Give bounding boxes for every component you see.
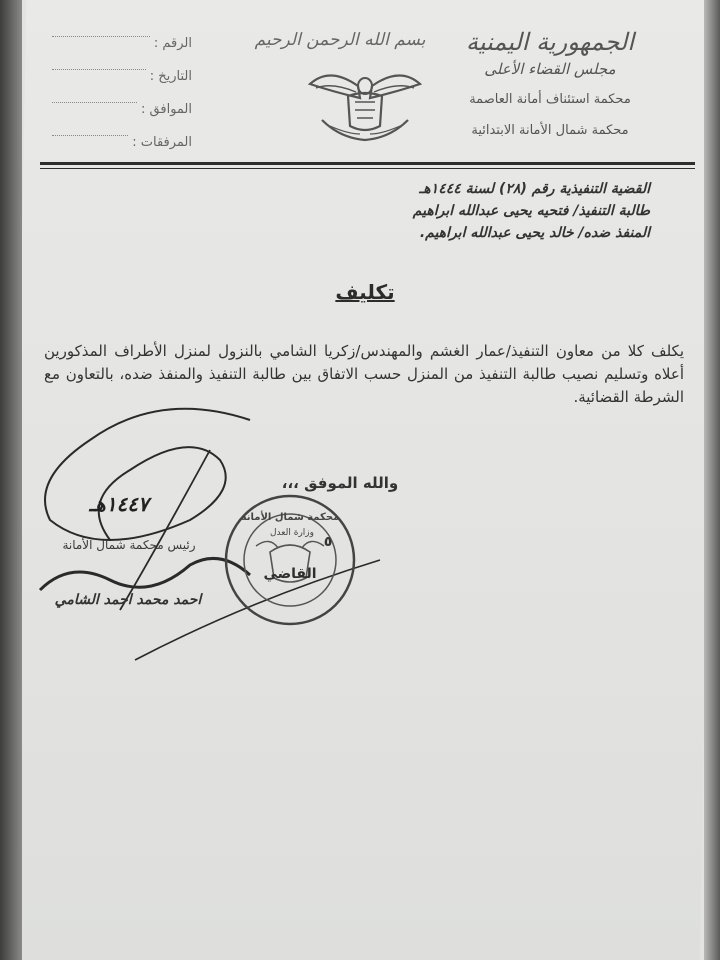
- field-number: [52, 36, 192, 69]
- stamp-bottom-text: القاضي: [263, 566, 317, 582]
- field-dots: [52, 102, 137, 103]
- applicant: طالبة التنفيذ/ فتحيه يحيى عبدالله ابراهيم: [412, 203, 650, 219]
- respondent: المنفذ ضده/ خالد يحيى عبدالله ابراهيم.: [419, 225, 650, 241]
- field-dots: [52, 135, 128, 136]
- case-number: القضية التنفيذية رقم (٢٨) لسنة ١٤٤٤هـ: [419, 181, 650, 197]
- case-info: [130, 178, 650, 244]
- body-text: يكلف كلا من معاون التنفيذ/عمار الغشم والمهندس/زكريا الشامي بالنزول لمنزل الأطراف المذكورين أعلاه وتسليم نصيب طالبة التنفيذ من المنزل حسب الاتفاق بين طالبة التنفيذ والمنفذ ضده، بالتعاون مع الشرطة القضائية.: [44, 342, 684, 406]
- appeal-court-name: محكمة استئناف أمانة العاصمة: [469, 92, 631, 107]
- reference-fields: [52, 36, 192, 168]
- stamp-inner-text: وزارة العدل: [270, 528, 314, 538]
- field-date: [52, 69, 192, 102]
- signatory-name: احمد محمد احمد الشامي: [54, 592, 202, 608]
- closing-phrase: والله الموفق ،،،: [281, 474, 399, 492]
- field-dots: [52, 36, 150, 37]
- signatory-title: رئيس محكمة شمال الأمانة: [62, 538, 196, 552]
- field-date-label: التاريخ :: [149, 69, 192, 84]
- country-name: الجمهورية اليمنية: [465, 28, 635, 56]
- stamp-top-text: محكمة شمال الأمانة: [240, 512, 340, 523]
- first-instance-court-name: محكمة شمال الأمانة الابتدائية: [471, 123, 629, 138]
- field-corresponding-label: الموافق :: [141, 102, 192, 117]
- basmala: بسم الله الرحمن الرحيم: [254, 30, 426, 50]
- field-corresponding: [52, 102, 192, 135]
- council-name: مجلس القضاء الأعلى: [484, 60, 616, 78]
- handwritten-date: ١٤٤٧هـ: [89, 492, 149, 516]
- document-title: تكليف: [335, 280, 395, 304]
- photo-edge-left: [0, 0, 22, 960]
- photo-edge-right: [704, 0, 720, 960]
- field-attachments-label: المرفقات :: [132, 135, 192, 150]
- header-divider-thin: [40, 168, 695, 169]
- header-divider: [40, 162, 695, 165]
- field-dots: [52, 69, 146, 70]
- yemen-eagle-emblem-icon: [300, 62, 430, 144]
- field-number-label: الرقم :: [153, 36, 192, 51]
- stamp-number: ٥: [323, 534, 333, 550]
- court-header: [420, 28, 680, 138]
